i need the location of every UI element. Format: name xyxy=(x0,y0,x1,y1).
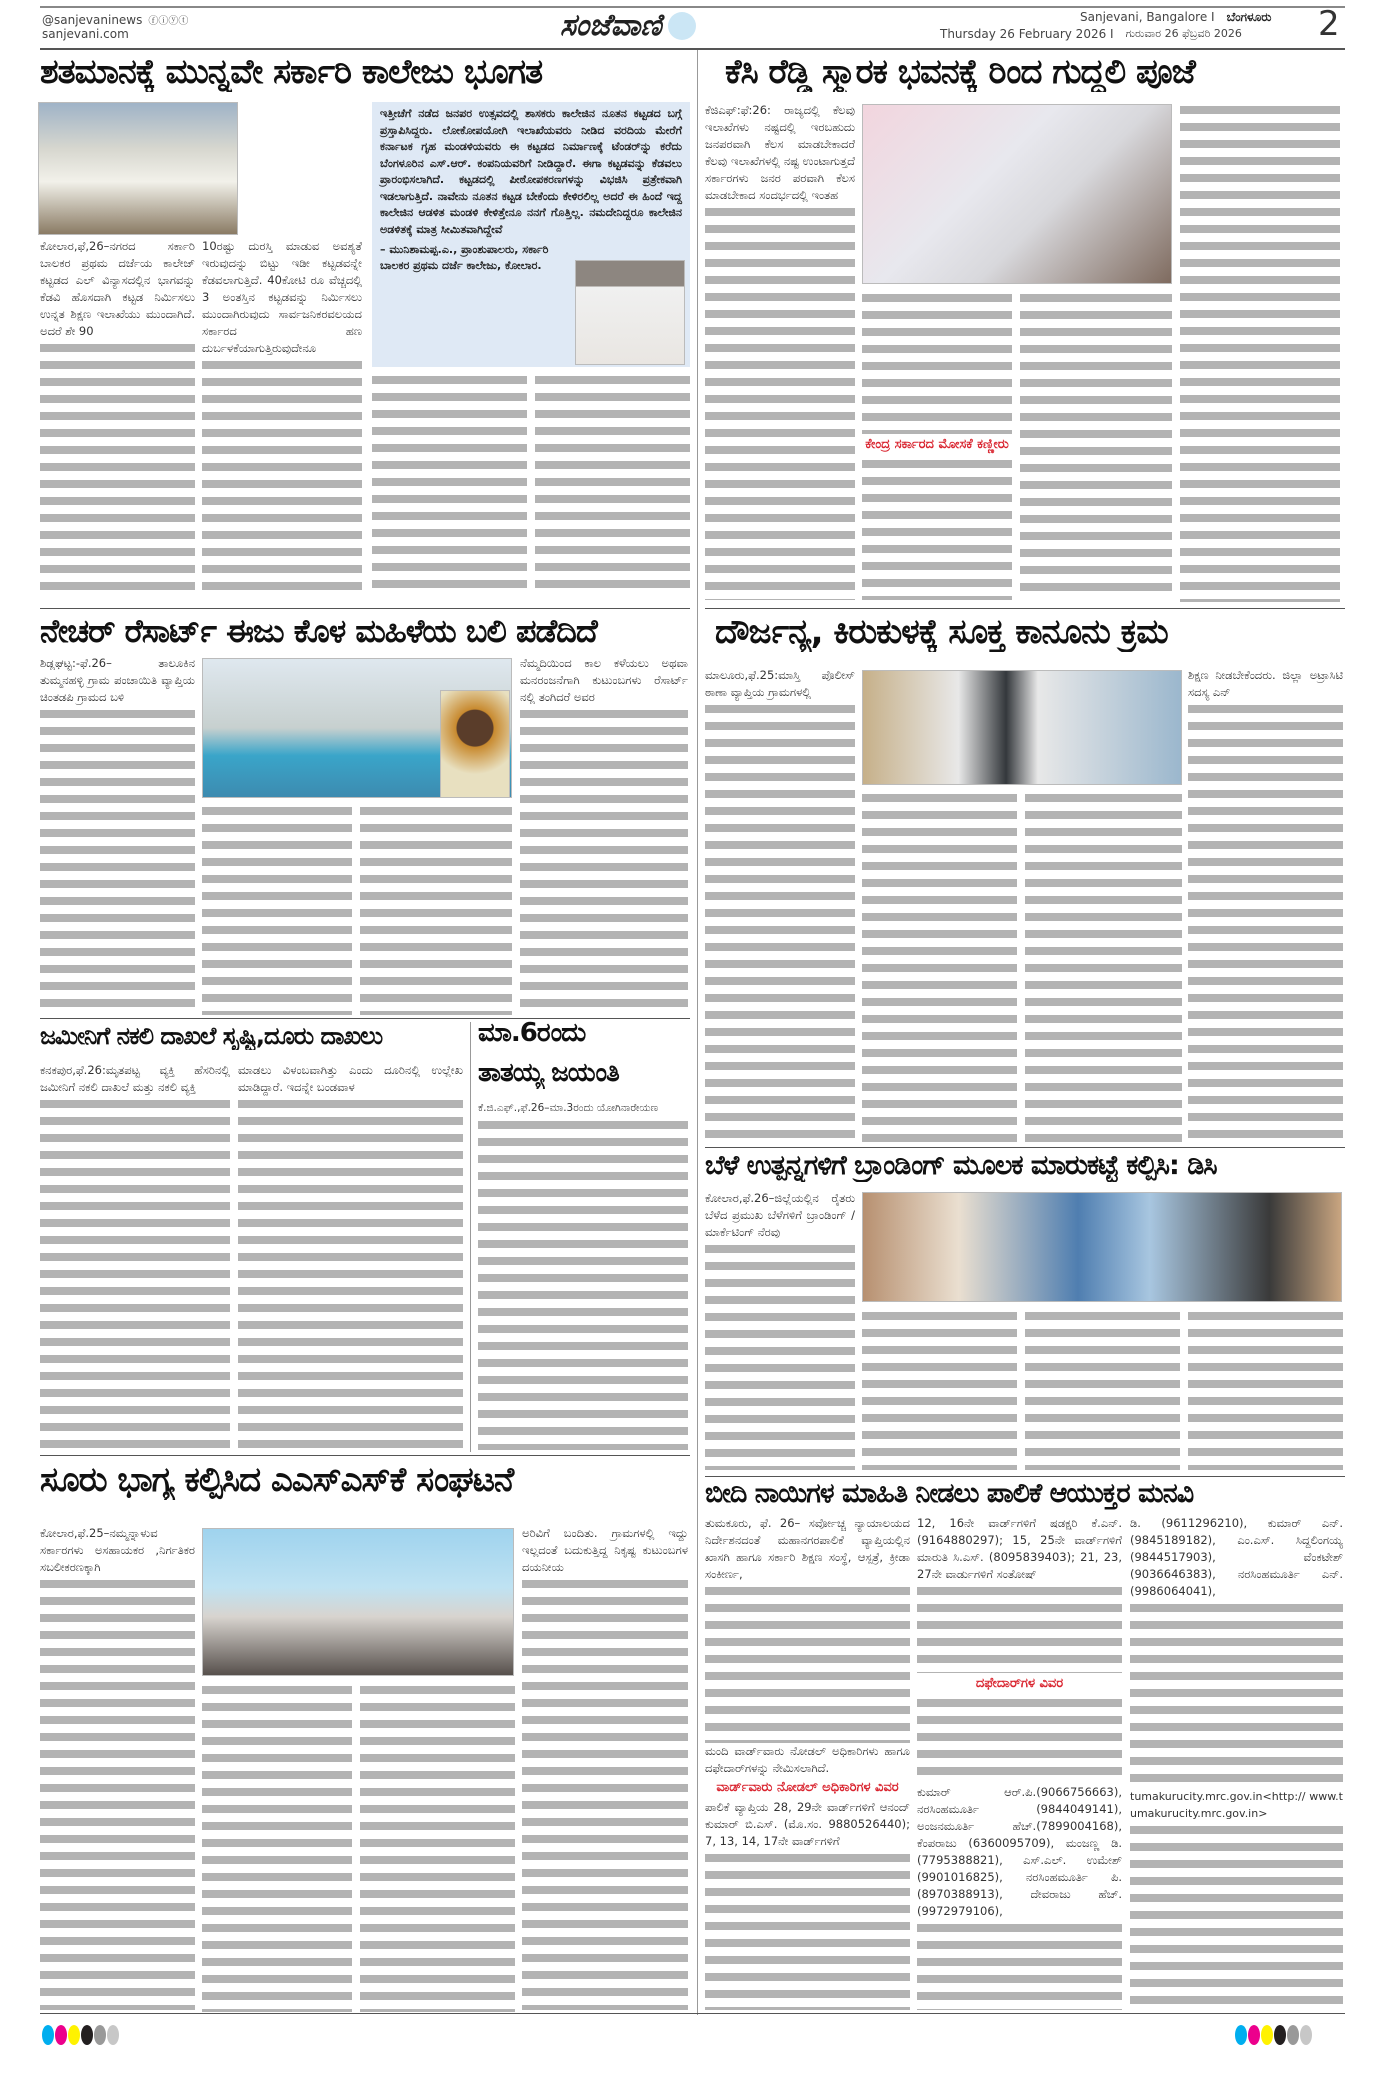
story-subhead: ಕೇಂದ್ರ ಸರ್ಕಾರದ ಮೋಸಕೆ ಕಣ್ಣೀರು xyxy=(865,437,1009,452)
ground-breaking-photo xyxy=(862,104,1172,284)
story-text: ಕೆಜಿಎಫ್:ಫೆ:26: ರಾಜ್ಯದಲ್ಲಿ ಕೆಲವು ಇಲಾಖೆಗಳು ನಷ್ಟದಲ್ಲಿ ಇರಬಹುದು ಜನಪರವಾಗಿ ಕೆಲಸ ಮಾಡಬೇಕಾದರೆ ಕೆಲವು ಇಲಾಖೆಗಳಲ್ಲಿ ನಷ್ಟ ಉಂಟಾಗುತ್ತದೆ ಸರ್ಕಾರಗಳು ಜನರ ಪರವಾಗಿ ಕೆಲಸ ಮಾಡಬೇಕಾದ ಸಂದರ್ಭದಲ್ಲಿ ಇಂತಹ xyxy=(705,103,855,202)
story-text-lines xyxy=(705,1850,910,2010)
headline-line-2: ತಾತಯ್ಯ ಜಯಂತಿ xyxy=(478,1058,619,1088)
story-text: ಪಾಲಿಕೆ ವ್ಯಾಪ್ತಿಯ 28, 29ನೇ ವಾರ್ಡ್‌ಗಳಿಗೆ ಆನಂದ್ ಕುಮಾರ್ ಬಿ.ಎಸ್. (ಮೊ.ಸಂ. 9880526440); 7, 13, 14, 17ನೇ ವಾರ್ಡ್‌ಗಳಿಗೆ xyxy=(705,1800,910,1848)
website: sanjevani.com xyxy=(42,27,129,41)
divider xyxy=(705,1476,1345,1477)
headline: ಬೆಳೆ ಉತ್ಪನ್ನಗಳಿಗೆ ಬ್ರಾಂಡಿಂಗ್ ಮೂಲಕ ಮಾರುಕಟ್ಟೆ ಕಲ್ಪಿಸಿ: ಡಿಸಿ xyxy=(705,1150,1217,1181)
date-english: Thursday 26 February 2026 I xyxy=(940,27,1114,41)
story-text-lines xyxy=(238,1096,463,1450)
headline: ಶತಮಾನಕ್ಕೆ ಮುನ್ನವೇ ಸರ್ಕಾರಿ ಕಾಲೇಜು ಭೂಗತ xyxy=(40,52,543,92)
edition: Sanjevani, Bangalore I xyxy=(1080,10,1215,24)
story-column xyxy=(1188,667,1343,1144)
story-text: ಮಂದಿ ವಾರ್ಡ್‌ವಾರು ನೋಡಲ್ ಅಧಿಕಾರಿಗಳು ಹಾಗೂ ದಫೇದಾರ್‌ಗಳನ್ನು ನೇಮಿಸಲಾಗಿದೆ. xyxy=(705,1744,910,1775)
social-icons: ⓕⓘⓨⓣ xyxy=(148,16,189,27)
headline: ಸೂರು ಭಾಗ್ಯ ಕಲ್ಪಿಸಿದ ಎಎಸ್‌ಎಸ್‌ಕೆ ಸಂಘಟನೆ xyxy=(40,1460,514,1500)
story-column xyxy=(705,1190,855,1470)
story-text-lines xyxy=(40,706,195,1015)
story-text: ಕೋಲಾರ,ಫೆ.26–ಜಿಲ್ಲೆಯಲ್ಲಿನ ರೈತರು ಬೆಳೆದ ಪ್ರಮುಖ ಬೆಳೆಗಳಿಗೆ ಬ್ರಾಂಡಿಂಗ್ / ಮಾರ್ಕೆಟಿಂಗ್ ನೆರವು xyxy=(705,1191,855,1239)
police-meeting-photo xyxy=(862,670,1182,785)
story-text-lines xyxy=(862,1308,1017,1470)
story-text-lines xyxy=(520,706,688,1015)
story-text-lines xyxy=(40,1576,195,2010)
headline: ದೌರ್ಜನ್ಯ, ಕಿರುಕುಳಕ್ಕೆ ಸೂಕ್ತ ಕಾನೂನು ಕ್ರಮ xyxy=(715,612,1168,652)
date-row xyxy=(940,27,1242,41)
bottom-rule xyxy=(40,2013,1345,2014)
edition-kannada: ಬೆಂಗಳೂರು xyxy=(1226,10,1272,24)
story-text-lines xyxy=(1025,1308,1180,1470)
story-text: ಮಾಲೂರು,ಫೆ.25:ಮಾಸ್ತಿ ಪೊಲೀಸ್ ಠಾಣಾ ವ್ಯಾಪ್ತಿಯ ಗ್ರಾಮಗಳಲ್ಲಿ xyxy=(705,668,855,699)
story-text: ಕೋಲಾರ,ಫೆ.25–ನಮ್ಮನ್ನಾಳುವ ಸರ್ಕಾರಗಳು ಅಸಹಾಯಕರ ,ನಿರ್ಗತಿಕರ ಸಬಲೀಕರಣಕ್ಕಾಗಿ xyxy=(40,1526,195,1574)
dc-meeting-photo xyxy=(862,1192,1342,1302)
divider xyxy=(40,1455,690,1456)
story-text-lines xyxy=(522,1576,688,2010)
headline: ಕೆಸಿ ರೆಡ್ಡಿ ಸ್ಮಾರಕ ಭವನಕ್ಕೆ ರಿಂದ ಗುದ್ದಲಿ ಪೂಜೆ xyxy=(725,52,1195,92)
globe-logo-icon xyxy=(668,12,696,40)
social-handle: @sanjevaninews xyxy=(42,12,143,27)
story-text: 10ರಷ್ಟು ದುರಸ್ತಿ ಮಾಡುವ ಅವಶ್ಯತೆ ಇರುವುದನ್ನು ಬಿಟ್ಟು ಇಡೀ ಕಟ್ಟಡವನ್ನೇ ಕೆಡವಲಾಗುತ್ತಿದೆ. 40ಕೋಟಿ ರೂ ವೆಚ್ಚದಲ್ಲಿ 3 ಅಂತಸ್ತಿನ ಕಟ್ಟಡವನ್ನು ನಿರ್ಮಿಸಲು ಮುಂದಾಗಿರುವುದು ಸಾರ್ವಜನಿಕರವಲಯದ ಸರ್ಕಾರದ ಹಣ ದುರ್ಬಳಕೆಯಾಗುತ್ತಿರುವುದೇನೂ xyxy=(202,239,362,355)
story-text-lines xyxy=(917,1695,1122,1785)
story-text-lines xyxy=(862,290,1012,434)
story-column xyxy=(705,667,855,1144)
story-column xyxy=(40,1062,230,1450)
social-row xyxy=(42,12,188,27)
story-text-lines xyxy=(202,357,362,598)
story-text-lines xyxy=(705,1583,910,1743)
quote-attribution: – ಮುನಿಶಾಮಪ್ಪ.ಎ., ಪ್ರಾಂಶುಪಾಲರು, ಸರ್ಕಾರಿ ಬಾಲಕರ ಪ್ರಥಮ ದರ್ಜೆ ಕಾಲೇಜು, ಕೋಲಾರ. xyxy=(380,243,549,272)
story-text-lines xyxy=(535,372,690,597)
divider xyxy=(470,1022,471,1452)
color-registration-marks-left xyxy=(42,2025,120,2049)
story-text-lines xyxy=(478,1117,688,1450)
story-column xyxy=(238,1062,463,1450)
story-subhead: ವಾರ್ಡ್‌ವಾರು ನೋಡಲ್ ಅಧಿಕಾರಿಗಳ ವಿವರ xyxy=(716,1780,899,1795)
headline: ನೇಚರ್ ರೆಸಾರ್ಟ್ ಈಜು ಕೊಳ ಮಹಿಳೆಯ ಬಲಿ ಪಡೆದಿದೆ xyxy=(40,612,597,650)
story-text-lines xyxy=(40,340,195,598)
story-text: ಕುಮಾರ್ ಆರ್.ಪಿ.(9066756663), ನರಸಿಂಹಮೂರ್ತಿ (9844049141), ಅಂಜನಮೂರ್ತಿ ಹೆಚ್.(7899004168), ಕೆಂಪರಾಜು (6360095709), ಮಂಜಣ್ಣ ಡಿ. (7795388821), ಎಸ್.ಎಲ್. ಉಮೇಶ್ (9901016825), ನರಸಿಂಹಮೂರ್ತಿ ಪಿ. (8970388913), ದೇವರಾಜು ಹೆಚ್.(9972979106), xyxy=(917,1785,1122,1919)
story-column xyxy=(1130,1515,1343,2010)
story-text-lines xyxy=(1130,1600,1343,1788)
headline-line-1: ಮಾ.6ರಂದು xyxy=(478,1018,586,1048)
story-text: ಶಿಕ್ಷಣ ನೀಡಬೇಕೆಂದರು. ಜಿಲ್ಲಾ ಅಟ್ರಾಸಿಟಿ ಸದಸ್ಯ ಎನ್ xyxy=(1188,668,1343,699)
story-text-lines xyxy=(202,1682,352,2012)
newspaper-logo: ಸಂಜೆವಾಣಿ xyxy=(560,8,662,43)
story-text-lines xyxy=(40,1096,230,1450)
story-text-lines xyxy=(705,701,855,1144)
story-text-lines xyxy=(862,456,1012,600)
column-divider xyxy=(697,50,698,2015)
story-text-lines xyxy=(1180,102,1340,602)
story-text-lines xyxy=(1188,701,1343,1144)
newspaper-logo-group xyxy=(560,8,696,43)
story-text: ಅರಿವಿಗೆ ಬಂದಿತು. ಗ್ರಾಮಗಳಲ್ಲಿ ಇದ್ದು ಇಲ್ಲದಂತೆ ಬದುಕುತ್ತಿದ್ದ ನಿಕೃಷ್ಟ ಕುಟುಂಬಗಳ ದಯನೀಯ xyxy=(522,1526,688,1574)
story-column xyxy=(522,1525,688,2010)
house-handover-photo xyxy=(202,1528,514,1676)
story-text-lines xyxy=(705,1241,855,1470)
story-text: ಮಾಡಲು ವಿಳಂಬವಾಗಿತ್ತು ಎಂದು ದೂರಿನಲ್ಲಿ ಉಲ್ಲೇಖ ಮಾಡಿದ್ದಾರೆ. ಇದನ್ನೇ ಬಂಡವಾಳ xyxy=(238,1063,463,1094)
story-subhead: ದಫೇದಾರ್‌ಗಳ ವಿವರ xyxy=(975,1675,1064,1691)
story-text-lines xyxy=(1188,1308,1343,1470)
story-text: ಕೆ.ಜಿ.ಎಫ್.,ಫೆ.26–ಮಾ.3ರಂದು ಯೋಗಿನಾರೇಯಣ xyxy=(478,1102,659,1114)
story-text-lines xyxy=(917,1920,1122,2010)
divider xyxy=(40,608,690,609)
page-number: 2 xyxy=(1318,4,1340,44)
story-text-lines xyxy=(360,803,512,1015)
story-column xyxy=(202,238,362,598)
story-text-lines xyxy=(372,372,527,597)
story-text-lines xyxy=(705,204,855,600)
website-link[interactable]: tumakurucity.mrc.gov.in<http:// www.tumakurucity.mrc.gov.in> xyxy=(1130,1790,1343,1820)
story-column xyxy=(705,1515,910,2010)
story-column xyxy=(705,102,855,600)
principal-portrait-photo xyxy=(575,260,685,365)
story-text: ಡಿ. (9611296210), ಕುಮಾರ್ ಎನ್. (9845189182), ಎಂ.ಎಸ್. ಸಿದ್ದಲಿಂಗಯ್ಯ (9844517903), ವೆಂಕಟೇಶ್ (9036646383), ನರಸಿಂಹಮೂರ್ತಿ ಎನ್. (9986064041), xyxy=(1130,1516,1343,1598)
story-text: ತುಮಕೂರು, ಫೆ. 26– ಸರ್ವೋಚ್ಚ ನ್ಯಾಯಾಲಯದ ನಿರ್ದೇಶನದಂತೆ ಮಹಾನಗರಪಾಲಿಕೆ ವ್ಯಾಪ್ತಿಯಲ್ಲಿನ ಖಾಸಗಿ ಹಾಗೂ ಸರ್ಕಾರಿ ಶಿಕ್ಷಣ ಸಂಸ್ಥೆ, ಆಸ್ಪತ್ರೆ, ಕ್ರೀಡಾ ಸಂಕೀರ್ಣ, xyxy=(705,1516,910,1581)
college-building-photo xyxy=(38,102,238,235)
victim-portrait-photo xyxy=(440,690,510,798)
story-text: ಕನಕಪುರ,ಫೆ.26:ಮೃತಪಟ್ಟ ವ್ಯಕ್ತಿ ಹೆಸರಿನಲ್ಲಿ ಜಮೀನಿಗೆ ನಕಲಿ ದಾಖಲೆ ಮತ್ತು ನಕಲಿ ವ್ಯಕ್ತಿ xyxy=(40,1063,230,1094)
story-column xyxy=(478,1100,688,1450)
story-text: 12, 16ನೇ ವಾರ್ಡ್‌ಗಳಿಗೆ ಷಡಕ್ಷರಿ ಕೆ.ಎನ್. (9164880297); 15, 25ನೇ ವಾರ್ಡ್‌ಗಳಿಗೆ ಮಾರುತಿ ಸಿ.ಎಸ್. (8095839403); 21, 23, 27ನೇ ವಾರ್ಡುಗಳಿಗೆ ಸಂತೋಷ್ xyxy=(917,1516,1122,1581)
date-kannada: ಗುರುವಾರ 26 ಫೆಬ್ರವರಿ 2026 xyxy=(1125,27,1242,40)
masthead-rule xyxy=(40,48,1345,50)
story-column xyxy=(917,1515,1122,2010)
story-text: ನೆಮ್ಮದಿಯಿಂದ ಕಾಲ ಕಳೆಯಲು ಅಥವಾ ಮನರಂಜನೆಗಾಗಿ ಕುಟುಂಬಗಳು ರೆಸಾರ್ಟ್ ನಲ್ಲಿ ತಂಗಿದರೆ ಅವರ xyxy=(520,656,688,704)
story-text: ಕೋಲಾರ,ಫೆ,26–ನಗರದ ಸರ್ಕಾರಿ ಬಾಲಕರ ಪ್ರಥಮ ದರ್ಜೆಯ ಕಾಲೇಜ್ ಕಟ್ಟಡದ ಎಲ್ ವಿನ್ಯಾಸದಲ್ಲಿನ ಭಾಗವನ್ನು ಕೆಡವಿ ಹೊಸದಾಗಿ ಕಟ್ಟಡ ನಿರ್ಮಿಸಲು ಉನ್ನತ ಶಿಕ್ಷಣ ಇಲಾಖೆಯು ಮುಂದಾಗಿದೆ. ಅದರೆ ಶೇ 90 xyxy=(40,239,195,338)
headline: ಬೀದಿ ನಾಯಿಗಳ ಮಾಹಿತಿ ನೀಡಲು ಪಾಲಿಕೆ ಆಯುಕ್ತರ ಮನವಿ xyxy=(705,1478,1194,1509)
story-text-lines xyxy=(1025,790,1182,1144)
story-text-lines xyxy=(1020,290,1172,600)
story-text-lines xyxy=(862,790,1017,1144)
edition-row xyxy=(1080,10,1271,25)
story-column xyxy=(40,238,195,598)
headline: ಜಮೀನಿಗೆ ನಕಲಿ ದಾಖಲೆ ಸೃಷ್ಟಿ,ದೂರು ದಾಖಲು xyxy=(40,1022,383,1050)
quote-text: ಇತ್ತೀಚೆಗೆ ನಡೆದ ಜನಪರ ಉತ್ಸವದಲ್ಲಿ ಶಾಸಕರು ಕಾಲೇಜಿನ ನೂತನ ಕಟ್ಟಡದ ಬಗ್ಗೆ ಪ್ರಸ್ತಾಪಿಸಿದ್ದರು. ಲೋಕೋಪಯೋಗಿ ಇಲಾಖೆಯವರು ನೀಡಿದ ವರದಿಯ ಮೇರೆಗೆ ಕರ್ನಾಟಕ ಗೃಹ ಮಂಡಳಿಯವರು ಈ ಕಟ್ಟಡದ ನಿರ್ಮಾಣಕ್ಕೆ ಟೆಂಡರ್‌ನ್ನು ಕರೆದು ಬೆಂಗಳೂರಿನ ಎಸ್.ಆರ್. ಕಂಪನಿಯವರಿಗೆ ನೀಡಿದ್ದಾರೆ. ಈಗಾ ಕಟ್ಟಡವನ್ನು ಕೆಡವಲು ಪ್ರಾರಂಭಿಸಲಾಗಿದೆ. ಕಟ್ಟಡದಲ್ಲಿ ಪೀಠೋಪಕರಣಗಳನ್ನು ವಿಭಜಿಸಿ ಪ್ರತ್ರೇಕವಾಗಿ ಇಡಲಾಗುತ್ತಿದೆ. ನಾವೇನು ನೂತನ ಕಟ್ಟಡ ಬೇಕೆಂದು ಕೇಳಿರಲಿಲ್ಲ ಅದರೆ ಈ ಹಿಂದೆ ಇದ್ದ ಕಾಲೇಜಿನ ಆಡಳಿತ ಮಂಡಳಿ ಕೇಳಿತ್ತೇನೂ ನನಗೆ ಗೊತ್ತಿಲ್ಲ. ನಮದೇನಿದ್ದರೂ ಕಾಲೇಜಿನ ಅಡಳಿತಕ್ಕೆ ಮಾತ್ರ ಸೀಮಿತವಾಗಿದ್ದೇವೆ xyxy=(380,107,682,236)
story-text-lines xyxy=(1130,1822,1343,2010)
story-text: ಶಿಡ್ಲಘಟ್ಟ:-ಫೆ.26– ತಾಲೂಕಿನ ತುಮ್ಮನಹಳ್ಳಿ ಗ್ರಾಮ ಪಂಚಾಯಿತಿ ವ್ಯಾಪ್ತಿಯ ಚಿಂತಡಪಿ ಗ್ರಾಮದ ಬಳಿ xyxy=(40,656,195,704)
story-column xyxy=(40,1525,195,2010)
story-text-lines xyxy=(917,1583,1122,1673)
divider xyxy=(705,1147,1345,1148)
story-text-lines xyxy=(202,803,352,1015)
divider xyxy=(705,608,1345,609)
story-column xyxy=(40,655,195,1015)
color-registration-marks-right xyxy=(1235,2025,1313,2049)
story-column xyxy=(520,655,688,1015)
story-column xyxy=(862,290,1012,600)
story-text-lines xyxy=(360,1682,515,2012)
